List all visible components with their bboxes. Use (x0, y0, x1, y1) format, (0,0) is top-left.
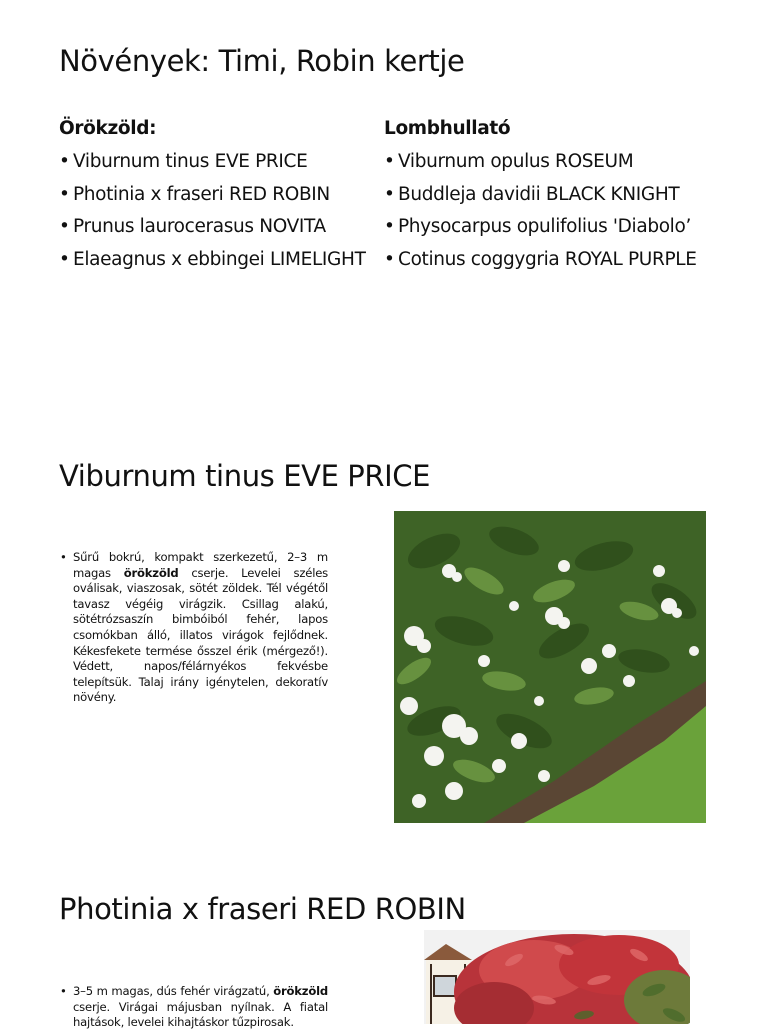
photinia-photo (424, 930, 690, 1024)
bullet-icon: • (60, 984, 67, 998)
bullet-icon: • (59, 183, 70, 205)
list-item: • Cotinus coggygria ROYAL PURPLE (384, 244, 697, 277)
list-item: • Prunus laurocerasus NOVITA (59, 211, 366, 244)
section-title-viburnum: Viburnum tinus EVE PRICE (59, 459, 431, 493)
list-item: • Viburnum opulus ROSEUM (384, 146, 697, 179)
bullet-icon: • (384, 216, 395, 237)
evergreen-list (59, 146, 366, 276)
photinia-photo-drawing (424, 930, 690, 1024)
evergreen-column (59, 116, 366, 276)
list-item: • Viburnum tinus EVE PRICE (59, 146, 366, 179)
description-viburnum: • Sűrű bokrú, kompakt szerkezetű, 2–3 m magas örökzöld cserje. Levelei széles oválisak, viaszosak, sötét zöldek. Tél végétől tavasz végéig virágzik. Csillag alakú, sötétrózsaszín bimbóiból fehér, lapos csomókban álló, illatos virágok fejlődnek. Kékesfekete termése ősszel érik (mérgező!). Védett, napos/félárnyékos fekvésbe telepítsük. Talaj irány igénytelen, dekoratív növény. (60, 550, 328, 705)
deciduous-column (384, 116, 697, 276)
list-item: • Photinia x fraseri RED ROBIN (59, 179, 366, 212)
bullet-icon: • (384, 183, 395, 205)
bullet-icon: • (59, 248, 70, 270)
bullet-icon: • (60, 550, 67, 564)
description-photinia: • 3–5 m magas, dús fehér virágzatú, örökzöld cserje. Virágai májusban nyílnak. A fiatal hajtások, levelei kihajtáskor tűzpirosak. (60, 984, 328, 1030)
section-title-photinia: Photinia x fraseri RED ROBIN (59, 892, 466, 926)
viburnum-photo (394, 511, 706, 823)
bullet-icon: • (384, 151, 395, 172)
evergreen-heading: Örökzöld: (59, 118, 157, 139)
list-item: • Physocarpus opulifolius 'Diabolo’ (384, 211, 697, 244)
bullet-icon: • (59, 216, 70, 237)
deciduous-list (384, 146, 697, 276)
viburnum-photo-drawing (394, 511, 706, 823)
bullet-icon: • (59, 151, 70, 172)
list-item: • Elaeagnus x ebbingei LIMELIGHT (59, 244, 366, 277)
bullet-icon: • (384, 248, 395, 270)
list-item: • Buddleja davidii BLACK KNIGHT (384, 179, 697, 212)
page-title: Növények: Timi, Robin kertje (59, 44, 465, 78)
deciduous-heading: Lombhullató (384, 118, 511, 139)
